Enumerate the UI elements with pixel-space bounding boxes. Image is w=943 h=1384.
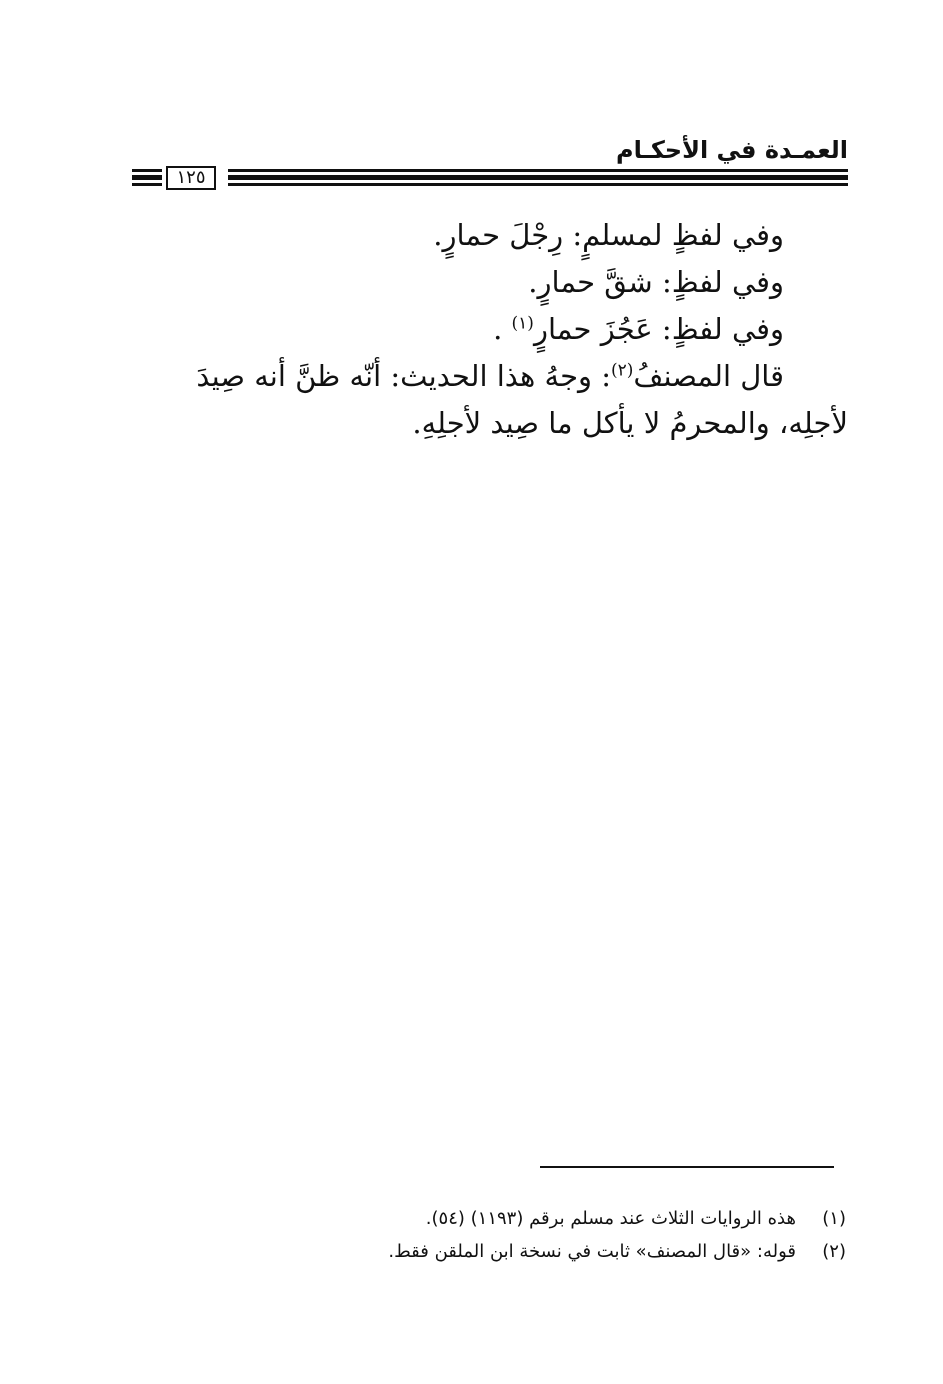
header-rule-short-bottom [132,183,162,186]
author-statement: : وجهُ هذا الحديث: أنّه ظنَّ أنه صِيدَ [196,359,611,393]
footnote-2 [280,1235,846,1268]
text-line-3-main: وفي لفظٍ: عَجُزَ حمارٍ [533,312,784,346]
footnote-1-text: هذه الروايات الثلاث عند مسلم برقم (١١٩٣) (٥٤). [425,1208,796,1229]
footnote-2-text: قوله: «قال المصنف» ثابت في نسخة ابن الملقن فقط. [388,1241,796,1262]
footnote-1 [280,1202,846,1235]
author-paragraph-line-2: لأجلِه، والمحرمُ لا يأكل ما صِيد لأجلِهِ. [412,406,848,440]
page-number: ١٢٥ [166,166,216,190]
main-text [132,212,848,447]
text-line-1: وفي لفظٍ لمسلمٍ: رِجْلَ حمارٍ. [433,218,784,252]
footnote-ref-1[interactable]: (١) [511,313,534,334]
text-line-3-end: . [493,312,503,346]
header-rule-short-middle [132,175,162,180]
page-header [128,132,848,192]
footnote-1-number: (١) [822,1208,846,1229]
footnote-2-number: (٢) [822,1241,846,1262]
author-paragraph-line-1 [132,353,848,400]
text-line-3 [132,306,848,353]
header-rule-long-top [228,169,848,172]
text-line-2: وفي لفظٍ: شقَّ حمارٍ. [528,265,784,299]
header-rule-long-bottom [228,183,848,186]
header-rule-long-middle [228,175,848,180]
running-title: العمـدة في الأحكـام [616,136,848,164]
footnote-ref-2[interactable]: (٢) [611,360,634,381]
header-rule-short-top [132,169,162,172]
footnote-separator [540,1166,834,1168]
footnotes [280,1202,846,1268]
author-label: قال المصنفُ [633,359,784,393]
